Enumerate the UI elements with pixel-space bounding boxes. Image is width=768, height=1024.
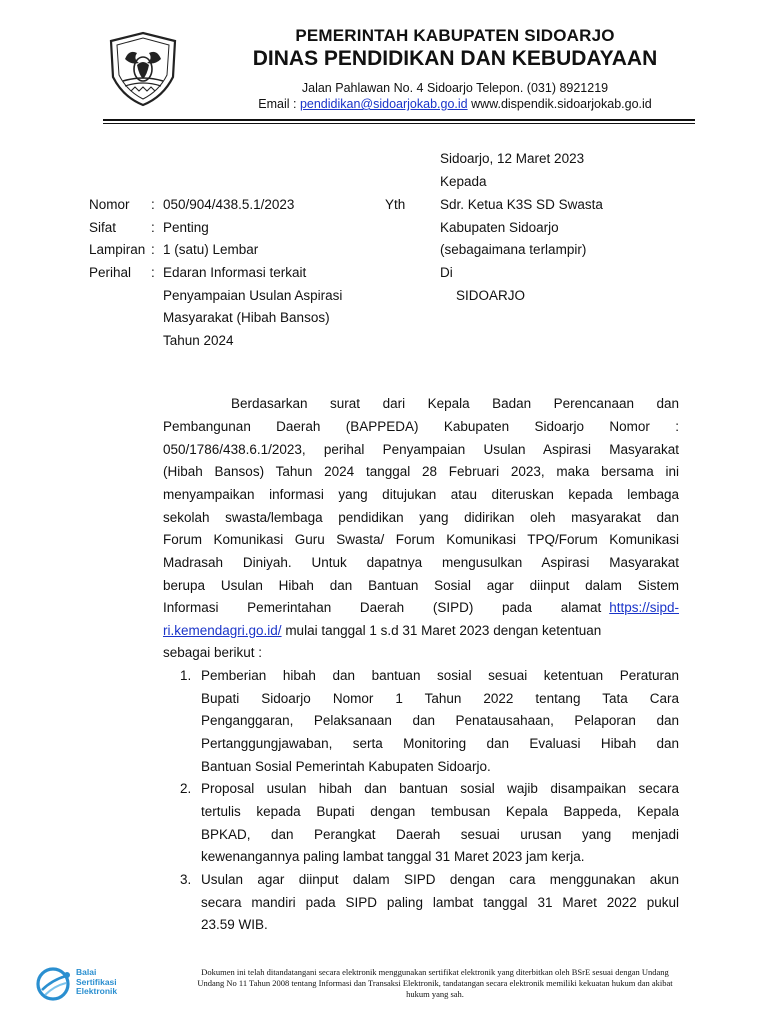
- body-line: [163, 600, 679, 616]
- field-colon: :: [151, 197, 155, 212]
- body-text: mulai tanggal 1 s.d 31 Maret 2023 dengan ketentuan: [281, 623, 602, 638]
- body-line: menyampaikan informasi yang ditujukan atau diteruskan kepada lembaga: [163, 487, 679, 502]
- recipient-line: Kabupaten Sidoarjo: [440, 220, 559, 235]
- item-line: 23.59 WIB.: [201, 917, 268, 932]
- footer-note-line: Dokumen ini telah ditandatangani secara elektronik menggunakan sertifikat elektronik yang diterbitkan oleh BSrE sesuai dengan Undang: [201, 967, 669, 977]
- email-link[interactable]: pendidikan@sidoarjokab.go.id: [299, 97, 468, 111]
- government-name: PEMERINTAH KABUPATEN SIDOARJO: [295, 26, 615, 45]
- perihal-continued: Tahun 2024: [163, 333, 234, 348]
- letterhead-divider-thin: [103, 123, 695, 124]
- item-line: Pemberian hibah dan bantuan sosial sesuai ketentuan Peraturan: [201, 668, 679, 683]
- item-line: Bupati Sidoarjo Nomor 1 Tahun 2022 tentang Tata Cara: [201, 691, 679, 706]
- yth-label: Yth: [385, 197, 406, 212]
- field-value-sifat: Penting: [163, 220, 209, 235]
- item-line: secara mandiri pada SIPD paling lambat tanggal 31 Maret 2022 pukul: [201, 895, 679, 910]
- field-value-nomor: 050/904/438.5.1/2023: [163, 197, 295, 212]
- perihal-continued: Penyampaian Usulan Aspirasi: [163, 288, 343, 303]
- item-line: BPKAD, dan Perangkat Daerah sesuai urusan yang menjadi: [201, 827, 679, 842]
- recipient-line: Di: [440, 265, 453, 280]
- website-text: www.dispendik.sidoarjokab.go.id: [467, 97, 652, 111]
- item-line: Proposal usulan hibah dan bantuan sosial wajib disampaikan secara: [201, 781, 679, 796]
- field-label-lampiran: Lampiran: [89, 242, 146, 257]
- item-line: Pertanggungjawaban, serta Monitoring dan Evaluasi Hibah dan: [201, 736, 679, 751]
- body-line: berupa Usulan Hibah dan Bantuan Sosial agar diinput dalam Sistem: [163, 578, 679, 593]
- body-line: sebagai berikut :: [163, 645, 263, 660]
- e-signature-note: [155, 967, 715, 1000]
- body-line: Berdasarkan surat dari Kepala Badan Perencanaan dan: [231, 396, 679, 411]
- body-line: Forum Komunikasi Guru Swasta/ Forum Komunikasi TPQ/Forum Komunikasi: [163, 532, 679, 547]
- field-value-lampiran: 1 (satu) Lembar: [163, 242, 259, 257]
- letterhead: [215, 26, 695, 112]
- place-date: Sidoarjo, 12 Maret 2023: [440, 151, 585, 166]
- item-number: 1.: [180, 668, 192, 683]
- field-colon: :: [151, 220, 155, 235]
- email-label: Email :: [258, 97, 300, 111]
- field-label-nomor: Nomor: [89, 197, 130, 212]
- item-line: Bantuan Sosial Pemerintah Kabupaten Sidoarjo.: [201, 759, 491, 774]
- bsre-logo-text: Elektronik: [76, 986, 118, 996]
- sipd-link[interactable]: ri.kemendagri.go.id/: [163, 623, 282, 638]
- bsre-logo-text: Balai: [76, 967, 97, 977]
- bsre-logo-text: Sertifikasi: [76, 976, 117, 987]
- field-colon: :: [151, 265, 155, 280]
- sidoarjo-crest-icon: [103, 29, 183, 109]
- recipient-city: SIDOARJO: [456, 288, 526, 303]
- body-line: Pembangunan Daerah (BAPPEDA) Kabupaten Sidoarjo Nomor :: [163, 419, 679, 434]
- body-line: [163, 623, 601, 639]
- letterhead-address: Jalan Pahlawan No. 4 Sidoarjo Telepon. (031) 8921219: [301, 81, 609, 95]
- body-line: 050/1786/438.6.1/2023, perihal Penyampaian Usulan Aspirasi Masyarakat: [163, 442, 679, 457]
- recipient-line: (sebagaimana terlampir): [440, 242, 587, 257]
- item-line: tertulis kepada Bupati dengan tembusan Kepala Bappeda, Kepala: [201, 804, 679, 819]
- kepada-label: Kepada: [440, 174, 487, 189]
- field-value-perihal: Edaran Informasi terkait: [163, 265, 307, 280]
- sipd-link[interactable]: https://sipd-: [609, 600, 679, 615]
- item-line: Penganggaran, Pelaksanaan dan Penatausahaan, Pelaporan dan: [201, 713, 679, 728]
- letterhead-contact: [215, 96, 695, 112]
- footer-note-line: Undang No 11 Tahun 2008 tentang Informasi dan Transaksi Elektronik, tandatangan secara elektronik memiliki kekuatan hukum dan akibat: [197, 978, 673, 988]
- body-line: (Hibah Bansos) Tahun 2024 tanggal 28 Februari 2023, maka bersama ini: [163, 464, 679, 479]
- bsre-icon: [36, 966, 76, 1002]
- recipient-line: Sdr. Ketua K3S SD Swasta: [440, 197, 603, 212]
- footer-note-line: hukum yang sah.: [406, 989, 464, 999]
- item-line: kewenangannya paling lambat tanggal 31 Maret 2023 jam kerja.: [201, 849, 585, 864]
- body-line: Madrasah Diniyah. Untuk dapatnya mengusulkan Aspirasi Masyarakat: [163, 555, 679, 570]
- bsre-logo: [36, 966, 136, 1002]
- sipd-intro-text: Informasi Pemerintahan Daerah (SIPD) pada alamat: [163, 600, 602, 615]
- item-number: 3.: [180, 872, 192, 887]
- body-line: sekolah swasta/lembaga pendidikan yang didirikan oleh masyarakat dan: [163, 510, 679, 525]
- field-label-perihal: Perihal: [89, 265, 132, 280]
- item-number: 2.: [180, 781, 192, 796]
- field-label-sifat: Sifat: [89, 220, 117, 235]
- letterhead-divider-thick: [103, 119, 695, 121]
- item-line: Usulan agar diinput dalam SIPD dengan cara menggunakan akun: [201, 872, 679, 887]
- department-name: DINAS PENDIDIKAN DAN KEBUDAYAAN: [252, 47, 658, 70]
- perihal-continued: Masyarakat (Hibah Bansos): [163, 310, 330, 325]
- field-colon: :: [151, 242, 155, 257]
